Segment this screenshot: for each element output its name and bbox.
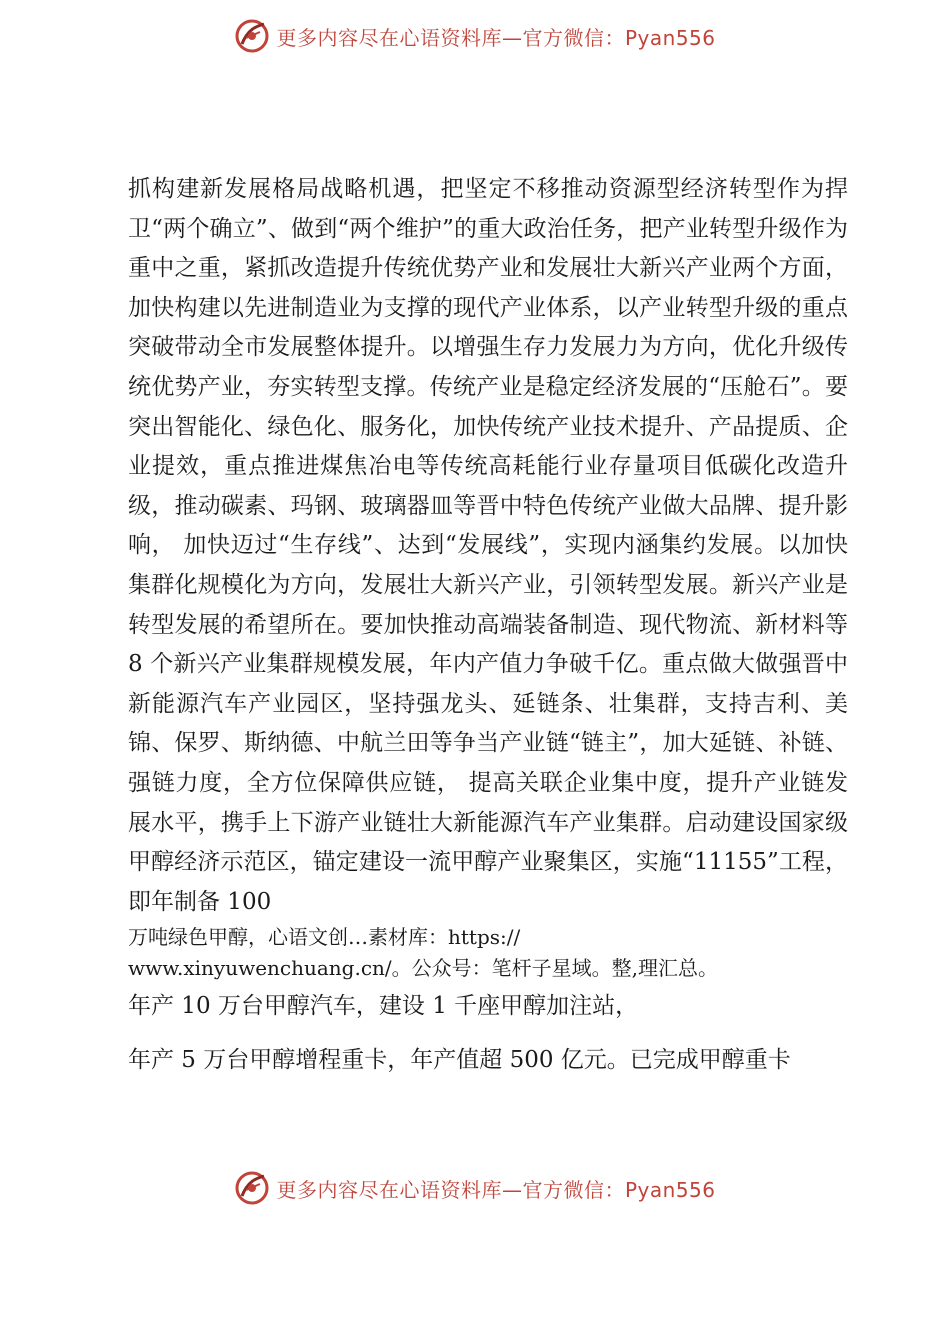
wechat-id: Pyan556	[624, 25, 716, 50]
header-banner-text: 更多内容尽在心语资料库—官方微信：Pyan556	[276, 25, 716, 50]
source-note-line-2: www.xinyuwenchuang.cn/。公众号：笔杆子星域。整,理汇总。	[128, 956, 719, 981]
source-note-line-1: 万吨绿色甲醇，心语文创…素材库：https://	[128, 925, 521, 950]
footer-banner-text: 更多内容尽在心语资料库—官方微信：Pyan556	[276, 1177, 716, 1202]
last-paragraph: 年产 5 万台甲醇增程重卡，年产值超 500 亿元。已完成甲醇重卡	[128, 1047, 791, 1074]
source-note	[128, 922, 848, 984]
document-body	[128, 170, 848, 1075]
paragraph-line: 年产 10 万台甲醇汽车，建设 1 千座甲醇加注站，	[128, 993, 639, 1020]
main-paragraph: 抓构建新发展格局战略机遇，把坚定不移推动资源型经济转型作为捍卫“两个确立”、做到“两个维护”的重大政治任务，把产业转型升级作为重中之重，紧抓改造提升传统优势产业和发展壮大新兴产业两个方面，加快构建以先进制造业为支撑的现代产业体系，以产业转型升级的重点突破带动全市发展整体提升。以增强生存力发展力为方向，优化升级传统优势产业，夯实转型支撑。传统产业是稳定经济发展的“压舱石”。要突出智能化、绿色化、服务化，加快传统产业技术提升、产品提质、企业提效，重点推进煤焦冶电等传统高耗能行业存量项目低碳化改造升级，推动碳素、玛钢、玻璃器皿等晋中特色传统产业做大品牌、提升影响， 加快迈过“生存线”、达到“发展线”，实现内涵集约发展。以加快集群化规模化为方向，发展壮大新兴产业，引领转型发展。新兴产业是转型发展的希望所在。要加快推动高端装备制造、现代物流、新材料等 8 个新兴产业集群规模发展，年内产值力争破千亿。重点做大做强晋中新能源汽车产业园区，坚持强龙头、延链条、壮集群，支持吉利、美锦、保罗、斯纳德、中航兰田等争当产业链“链主”，加大延链、补链、强链力度，全方位保障供应链， 提高关联企业集中度，提升产业链发展水平，携手上下游产业链壮大新能源汽车产业集群。启动建设国家级甲醇经济示范区，锚定建设一流甲醇产业聚集区，实施“11155”工程，即年制备 100	[128, 176, 848, 915]
wechat-id: Pyan556	[624, 1177, 716, 1202]
header-banner	[0, 14, 950, 58]
brand-logo-icon	[234, 18, 270, 54]
brand-logo-icon	[234, 1170, 270, 1206]
footer-banner	[0, 1166, 950, 1210]
